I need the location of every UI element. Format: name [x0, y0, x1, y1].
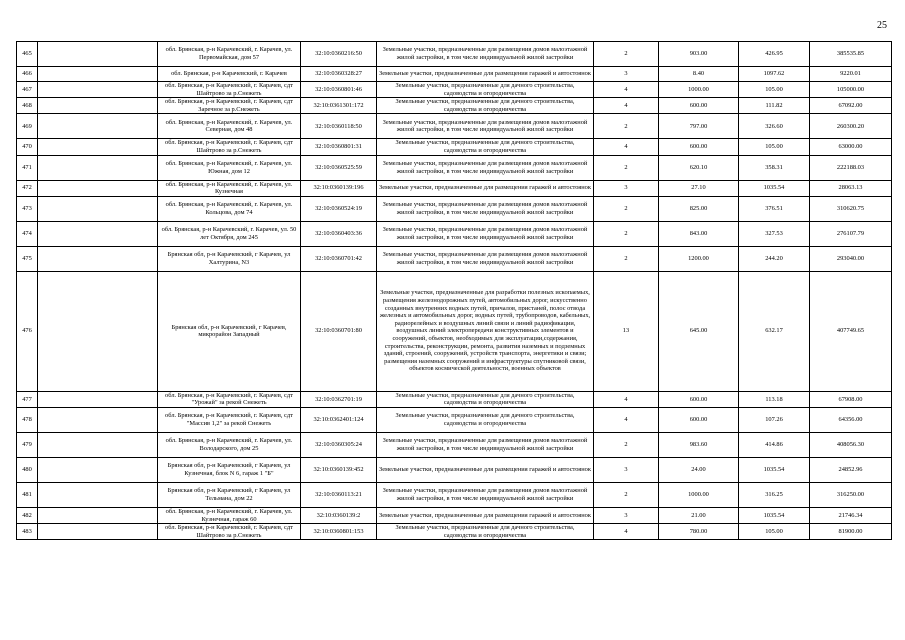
table-row	[17, 139, 892, 155]
cadastral-value-cell: 385535.85	[810, 42, 892, 67]
blank-cell	[38, 82, 158, 98]
land-use-cell: Земельные участки, предназначенные для дачного строительства, садоводства и огородничества	[377, 524, 594, 540]
row-number: 481	[17, 482, 38, 507]
rate-cell: 632.17	[739, 271, 810, 391]
land-use-cell: Земельные участки, предназначенные для дачного строительства, садоводства и огородничества	[377, 82, 594, 98]
land-use-cell: Земельные участки, предназначенные для размещения гаражей и автостоянок	[377, 507, 594, 523]
table-row	[17, 432, 892, 457]
area-cell: 8.40	[659, 67, 739, 82]
blank-cell	[38, 271, 158, 391]
table-row	[17, 82, 892, 98]
land-use-cell: Земельные участки, предназначенные для размещения гаражей и автостоянок	[377, 180, 594, 196]
blank-cell	[38, 114, 158, 139]
rate-cell: 1035.54	[739, 507, 810, 523]
area-cell: 27.10	[659, 180, 739, 196]
cadastral-number-cell: 32:10:0360801:46	[301, 82, 377, 98]
rate-cell: 1035.54	[739, 180, 810, 196]
rate-cell: 426.95	[739, 42, 810, 67]
cadastral-value-cell: 293040.00	[810, 246, 892, 271]
table-row	[17, 407, 892, 432]
area-cell: 620.10	[659, 155, 739, 180]
address-cell: обл. Брянская, р-н Карачевский, г. Карачев, ул. Кузнечная, гараж 60	[158, 507, 301, 523]
area-cell: 1200.00	[659, 246, 739, 271]
row-number: 479	[17, 432, 38, 457]
cadastral-table	[16, 41, 892, 540]
address-cell: обл. Брянская, р-н Карачевский, г. Карачев, ул. Кузнечная	[158, 180, 301, 196]
cadastral-value-cell: 24852.96	[810, 457, 892, 482]
table-row	[17, 246, 892, 271]
rate-cell: 316.25	[739, 482, 810, 507]
blank-cell	[38, 139, 158, 155]
category-cell: 2	[594, 114, 659, 139]
blank-cell	[38, 67, 158, 82]
category-cell: 4	[594, 524, 659, 540]
area-cell: 843.00	[659, 221, 739, 246]
cadastral-value-cell: 276107.79	[810, 221, 892, 246]
blank-cell	[38, 507, 158, 523]
rate-cell: 414.86	[739, 432, 810, 457]
blank-cell	[38, 221, 158, 246]
cadastral-number-cell: 32:10:0362701:19	[301, 391, 377, 407]
area-cell: 780.00	[659, 524, 739, 540]
rate-cell: 376.51	[739, 196, 810, 221]
cadastral-number-cell: 32:10:0360701:80	[301, 271, 377, 391]
rate-cell: 1097.62	[739, 67, 810, 82]
category-cell: 3	[594, 67, 659, 82]
rate-cell: 358.31	[739, 155, 810, 180]
area-cell: 600.00	[659, 98, 739, 114]
row-number: 474	[17, 221, 38, 246]
cadastral-value-cell: 222188.03	[810, 155, 892, 180]
area-cell: 1000.00	[659, 82, 739, 98]
address-cell: Брянская обл, р-н Карачевский, г Карачев, ул Тельмана, дом 22	[158, 482, 301, 507]
land-use-cell: Земельные участки, предназначенные для дачного строительства, садоводства и огородничества	[377, 139, 594, 155]
area-cell: 1000.00	[659, 482, 739, 507]
address-cell: обл. Брянская, р-н Карачевский, г. Карачев, ул. Кольцова, дом 74	[158, 196, 301, 221]
rate-cell: 111.82	[739, 98, 810, 114]
area-cell: 600.00	[659, 391, 739, 407]
category-cell: 2	[594, 246, 659, 271]
land-use-cell: Земельные участки, предназначенные для размещения домов малоэтажной жилой застройки, в том числе индивидуальной жилой застройки	[377, 42, 594, 67]
row-number: 471	[17, 155, 38, 180]
row-number: 483	[17, 524, 38, 540]
category-cell: 13	[594, 271, 659, 391]
land-use-cell: Земельные участки, предназначенные для размещения домов малоэтажной жилой застройки, в том числе индивидуальной жилой застройки	[377, 155, 594, 180]
blank-cell	[38, 155, 158, 180]
cadastral-value-cell: 28063.13	[810, 180, 892, 196]
address-cell: обл. Брянская, р-н Карачевский, г. Карачев	[158, 67, 301, 82]
address-cell: обл. Брянская, р-н Карачевский, г. Карачев, ул. Первомайская, дом 57	[158, 42, 301, 67]
cadastral-value-cell: 260300.20	[810, 114, 892, 139]
category-cell: 4	[594, 407, 659, 432]
land-use-cell: Земельные участки, предназначенные для размещения домов малоэтажной жилой застройки, в том числе индивидуальной жилой застройки	[377, 196, 594, 221]
table-row	[17, 271, 892, 391]
land-use-cell: Земельные участки, предназначенные для размещения домов малоэтажной жилой застройки, в том числе индивидуальной жилой застройки	[377, 482, 594, 507]
row-number: 469	[17, 114, 38, 139]
land-use-cell: Земельные участки, предназначенные для размещения гаражей и автостоянок	[377, 457, 594, 482]
rate-cell: 1035.54	[739, 457, 810, 482]
rate-cell: 327.53	[739, 221, 810, 246]
row-number: 467	[17, 82, 38, 98]
area-cell: 21.00	[659, 507, 739, 523]
land-use-cell: Земельные участки, предназначенные для размещения домов малоэтажной жилой застройки, в том числе индивидуальной жилой застройки	[377, 114, 594, 139]
cadastral-value-cell: 9220.01	[810, 67, 892, 82]
blank-cell	[38, 407, 158, 432]
cadastral-value-cell: 64356.00	[810, 407, 892, 432]
table-row	[17, 155, 892, 180]
row-number: 468	[17, 98, 38, 114]
cadastral-number-cell: 32:10:0360701:42	[301, 246, 377, 271]
rate-cell: 113.18	[739, 391, 810, 407]
address-cell: обл. Брянская, р-н Карачевский, г. Карачев, ул. Володарского, дом 25	[158, 432, 301, 457]
row-number: 473	[17, 196, 38, 221]
row-number: 465	[17, 42, 38, 67]
land-use-cell: Земельные участки, предназначенные для разработки полезных ископаемых, размещения железнодорожных путей, автомобильных дорог, искусственно созданных внутренних водных путей, причалов, пристаней, полос отвода железных и автомобильных дорог, водных путей, трубопроводов, кабельных, радиорелейных и воздушных линий связи и линий радиофикации, воздушных линий электропередачи конструктивных элементов и сооружений, объектов, необходимых для эксплуатации,содержания, строительства, реконструкции, ремонта, развития наземных и подземных зданий, строений, сооружений, устройств транспорта, энергетики и связи; размещения наземных сооружений и инфраструктуры спутниковой связи, объектов космической деятельности, военных объектов	[377, 271, 594, 391]
table-row	[17, 180, 892, 196]
category-cell: 4	[594, 82, 659, 98]
table-row	[17, 391, 892, 407]
rate-cell: 105.00	[739, 82, 810, 98]
cadastral-number-cell: 32:10:0360113:21	[301, 482, 377, 507]
category-cell: 3	[594, 457, 659, 482]
area-cell: 600.00	[659, 407, 739, 432]
cadastral-number-cell: 32:10:0361301:172	[301, 98, 377, 114]
land-use-cell: Земельные участки, предназначенные для размещения домов малоэтажной жилой застройки, в том числе индивидуальной жилой застройки	[377, 221, 594, 246]
address-cell: обл. Брянская, р-н Карачевский, г. Карачев, сдт "Массив 1,2" за рекой Снежеть	[158, 407, 301, 432]
land-use-cell: Земельные участки, предназначенные для размещения домов малоэтажной жилой застройки, в том числе индивидуальной жилой застройки	[377, 432, 594, 457]
category-cell: 4	[594, 391, 659, 407]
cadastral-number-cell: 32:10:0360801:31	[301, 139, 377, 155]
cadastral-number-cell: 32:10:0360801:153	[301, 524, 377, 540]
row-number: 480	[17, 457, 38, 482]
rate-cell: 105.00	[739, 524, 810, 540]
rate-cell: 244.20	[739, 246, 810, 271]
blank-cell	[38, 432, 158, 457]
blank-cell	[38, 457, 158, 482]
blank-cell	[38, 524, 158, 540]
table-row	[17, 196, 892, 221]
table-row	[17, 42, 892, 67]
table-row	[17, 524, 892, 540]
cadastral-number-cell: 32:10:0360328:27	[301, 67, 377, 82]
blank-cell	[38, 180, 158, 196]
cadastral-value-cell: 310620.75	[810, 196, 892, 221]
category-cell: 3	[594, 507, 659, 523]
blank-cell	[38, 482, 158, 507]
table-row	[17, 114, 892, 139]
cadastral-value-cell: 407749.65	[810, 271, 892, 391]
category-cell: 4	[594, 139, 659, 155]
area-cell: 825.00	[659, 196, 739, 221]
table-row	[17, 457, 892, 482]
cadastral-value-cell: 67908.00	[810, 391, 892, 407]
row-number: 477	[17, 391, 38, 407]
blank-cell	[38, 42, 158, 67]
category-cell: 2	[594, 221, 659, 246]
address-cell: обл. Брянская, р-н Карачевский, г. Карачев, сдт Шайтрово за р.Снежеть	[158, 524, 301, 540]
row-number: 476	[17, 271, 38, 391]
blank-cell	[38, 391, 158, 407]
row-number: 482	[17, 507, 38, 523]
address-cell: обл. Брянская, р-н Карачевский, г. Карачев, ул. Северная, дом 48	[158, 114, 301, 139]
cadastral-number-cell: 32:10:0362401:124	[301, 407, 377, 432]
cadastral-number-cell: 32:10:0360305:24	[301, 432, 377, 457]
area-cell: 24.00	[659, 457, 739, 482]
land-use-cell: Земельные участки, предназначенные для дачного строительства, садоводства и огородничества	[377, 98, 594, 114]
address-cell: обл. Брянская, р-н Карачевский, г. Карачев, сдт Шайтрово за р.Снежеть	[158, 82, 301, 98]
category-cell: 4	[594, 98, 659, 114]
address-cell: обл. Брянская, р-н Карачевский, г. Карачев, сдт Заречное за р.Снежеть	[158, 98, 301, 114]
category-cell: 2	[594, 196, 659, 221]
cadastral-number-cell: 32:10:0360139:2	[301, 507, 377, 523]
cadastral-number-cell: 32:10:0360403:36	[301, 221, 377, 246]
address-cell: Брянская обл, р-н Карачевский, г Карачев, ул Кузнечная, блок N 6, гараж 1 "Б"	[158, 457, 301, 482]
row-number: 475	[17, 246, 38, 271]
address-cell: обл. Брянская, р-н Карачевский, г. Карачев, сдт Шайтрово за р.Снежеть	[158, 139, 301, 155]
category-cell: 2	[594, 482, 659, 507]
blank-cell	[38, 246, 158, 271]
land-use-cell: Земельные участки, предназначенные для дачного строительства, садоводства и огородничества	[377, 407, 594, 432]
area-cell: 797.00	[659, 114, 739, 139]
rate-cell: 105.00	[739, 139, 810, 155]
row-number: 470	[17, 139, 38, 155]
category-cell: 3	[594, 180, 659, 196]
address-cell: Брянская обл, р-н Карачевский, г Карачев, ул Халтурина, N3	[158, 246, 301, 271]
table-row	[17, 67, 892, 82]
area-cell: 983.60	[659, 432, 739, 457]
blank-cell	[38, 98, 158, 114]
land-use-cell: Земельные участки, предназначенные для размещения гаражей и автостоянок	[377, 67, 594, 82]
cadastral-number-cell: 32:10:0360524:19	[301, 196, 377, 221]
address-cell: Брянская обл, р-н Карачевский, г Карачев, микрорайон Западный	[158, 271, 301, 391]
table-row	[17, 98, 892, 114]
land-use-cell: Земельные участки, предназначенные для дачного строительства, садоводства и огородничества	[377, 391, 594, 407]
cadastral-value-cell: 105000.00	[810, 82, 892, 98]
blank-cell	[38, 196, 158, 221]
row-number: 472	[17, 180, 38, 196]
area-cell: 903.00	[659, 42, 739, 67]
area-cell: 600.00	[659, 139, 739, 155]
table-row	[17, 507, 892, 523]
cadastral-value-cell: 67092.00	[810, 98, 892, 114]
cadastral-number-cell: 32:10:0360216:50	[301, 42, 377, 67]
address-cell: обл. Брянская, р-н Карачевский, г. Карачев, ул. Южная, дом 12	[158, 155, 301, 180]
row-number: 478	[17, 407, 38, 432]
rate-cell: 326.60	[739, 114, 810, 139]
cadastral-number-cell: 32:10:0360118:50	[301, 114, 377, 139]
page-number: 25	[877, 20, 887, 31]
rate-cell: 107.26	[739, 407, 810, 432]
cadastral-number-cell: 32:10:0360139:196	[301, 180, 377, 196]
cadastral-value-cell: 21746.34	[810, 507, 892, 523]
address-cell: обл. Брянская, р-н Карачевский, г. Карачев, ул. 50 лет Октября, дом 245	[158, 221, 301, 246]
area-cell: 645.00	[659, 271, 739, 391]
cadastral-number-cell: 32:10:0360525:59	[301, 155, 377, 180]
cadastral-value-cell: 408056.30	[810, 432, 892, 457]
row-number: 466	[17, 67, 38, 82]
cadastral-value-cell: 316250.00	[810, 482, 892, 507]
category-cell: 2	[594, 42, 659, 67]
address-cell: обл. Брянская, р-н Карачевский, г. Карачев, сдт "Урожай" за рекой Снежеть	[158, 391, 301, 407]
cadastral-value-cell: 63000.00	[810, 139, 892, 155]
table-row	[17, 221, 892, 246]
category-cell: 2	[594, 432, 659, 457]
table-row	[17, 482, 892, 507]
land-use-cell: Земельные участки, предназначенные для размещения домов малоэтажной жилой застройки, в том числе индивидуальной жилой застройки	[377, 246, 594, 271]
cadastral-number-cell: 32:10:0360139:452	[301, 457, 377, 482]
category-cell: 2	[594, 155, 659, 180]
cadastral-value-cell: 81900.00	[810, 524, 892, 540]
table-body	[17, 42, 892, 540]
